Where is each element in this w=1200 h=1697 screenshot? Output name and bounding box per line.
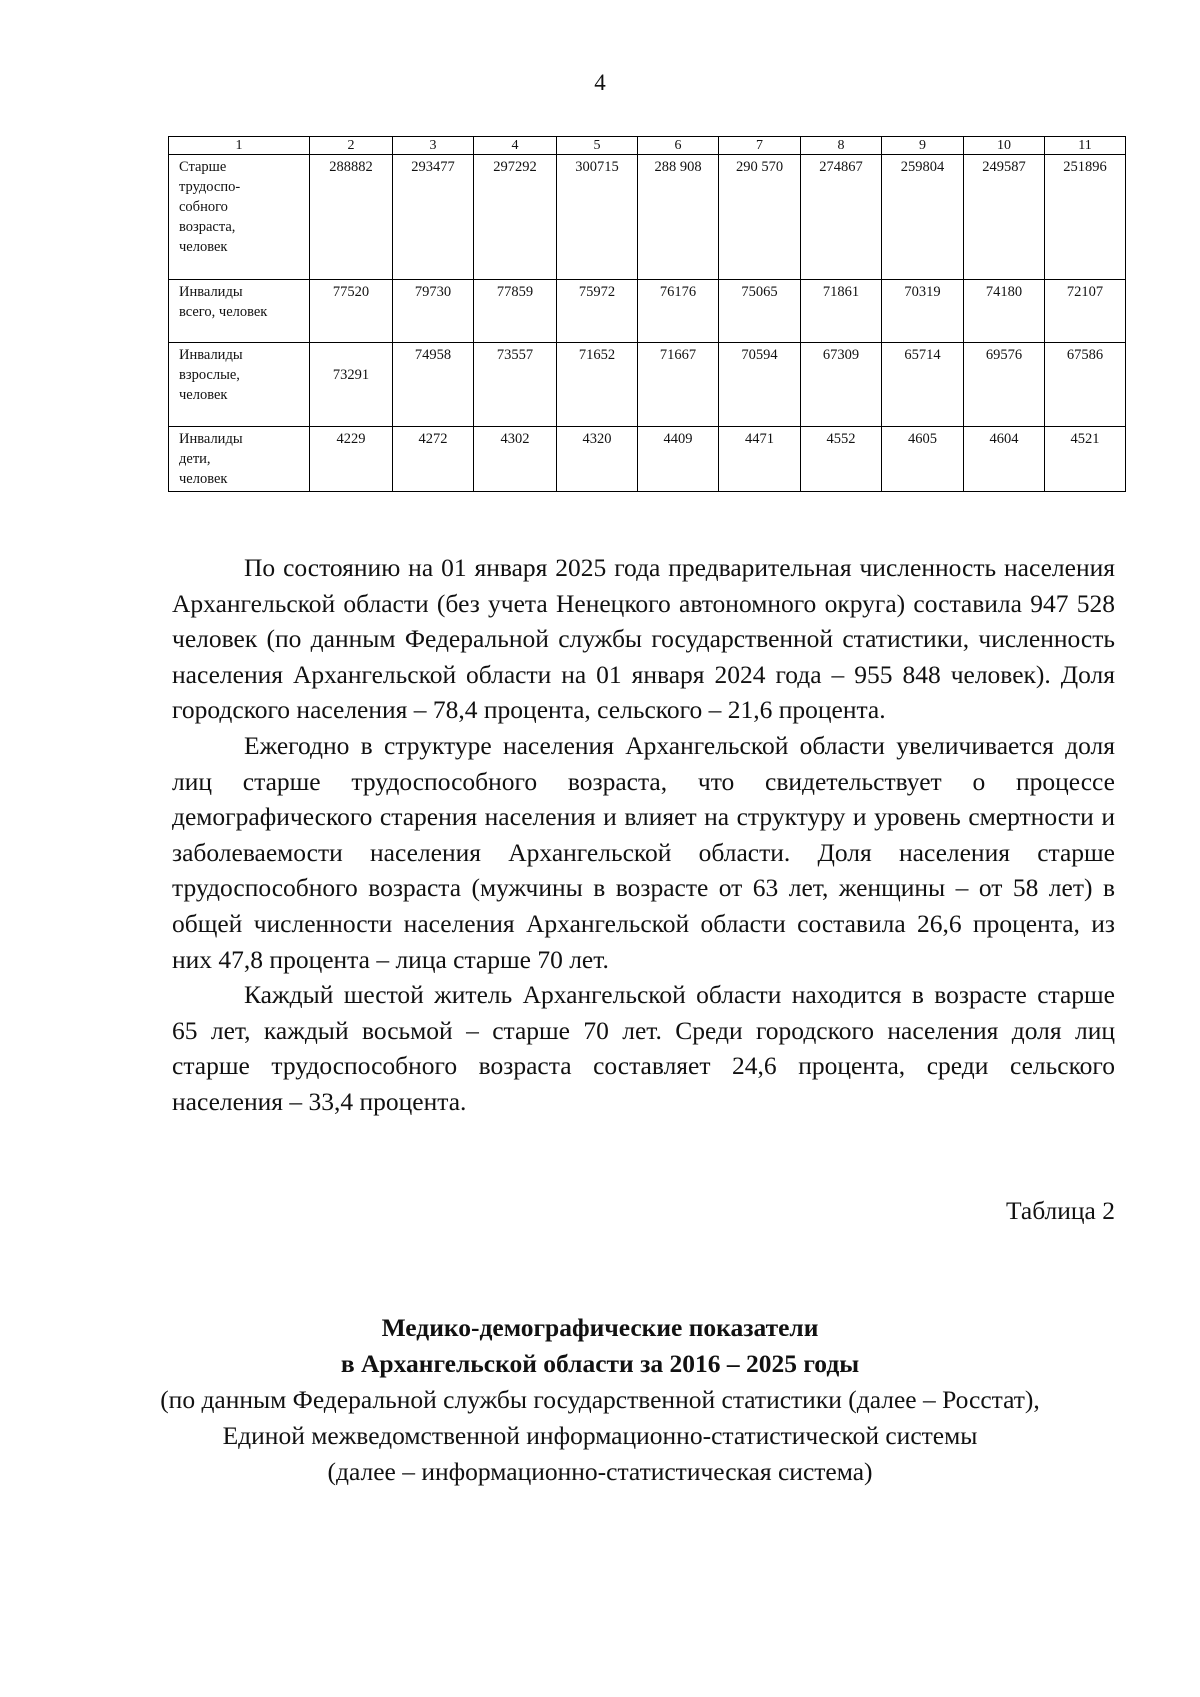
- row-label: [169, 155, 310, 280]
- table-cell: 75972: [557, 280, 638, 343]
- table-cell: 69576: [964, 343, 1045, 427]
- row-label-line: дети,: [179, 451, 211, 467]
- population-table: [168, 136, 1126, 492]
- table-cell: 75065: [719, 280, 801, 343]
- row-label-line: человек: [179, 471, 228, 487]
- table-cell: 4471: [719, 427, 801, 492]
- table-cell: 300715: [557, 155, 638, 280]
- table-row: [169, 155, 1126, 280]
- table-caption: Таблица 2: [1005, 1196, 1115, 1225]
- table-cell: 297292: [474, 155, 557, 280]
- column-number: 2: [310, 137, 393, 155]
- row-label-line: Инвалиды: [179, 284, 243, 300]
- table-row: [169, 280, 1126, 343]
- table-header-row: [169, 137, 1126, 155]
- table-cell: 4605: [882, 427, 964, 492]
- column-number: 8: [801, 137, 882, 155]
- table-cell: 4320: [557, 427, 638, 492]
- row-label-line: Старше: [179, 159, 227, 175]
- table-cell: 67309: [801, 343, 882, 427]
- table-cell: 251896: [1045, 155, 1126, 280]
- row-label: [169, 280, 310, 343]
- column-number: 11: [1045, 137, 1126, 155]
- table-cell: 65714: [882, 343, 964, 427]
- row-label-line: человек: [179, 387, 228, 403]
- table-cell: 70319: [882, 280, 964, 343]
- row-label-line: Инвалиды: [179, 431, 243, 447]
- heading-subtitle-line: Единой межведомственной информационно-статистической системы: [222, 1421, 978, 1450]
- row-label-line: возраста,: [179, 219, 236, 235]
- table-cell: 70594: [719, 343, 801, 427]
- column-number: 6: [638, 137, 719, 155]
- heading-title-line: Медико-демографические показатели: [381, 1313, 819, 1342]
- body-text: [172, 550, 1115, 1120]
- table-cell: 293477: [393, 155, 474, 280]
- column-number: 5: [557, 137, 638, 155]
- table-cell: 4229: [310, 427, 393, 492]
- table-cell: 79730: [393, 280, 474, 343]
- table-cell: 71861: [801, 280, 882, 343]
- heading-title-line: в Архангельской области за 2016 – 2025 годы: [340, 1349, 860, 1378]
- column-number: 1: [169, 137, 310, 155]
- table-cell: 67586: [1045, 343, 1126, 427]
- table-cell: 274867: [801, 155, 882, 280]
- table-cell: 259804: [882, 155, 964, 280]
- row-label-line: трудоспо-: [179, 179, 241, 195]
- table-row: [169, 427, 1126, 492]
- table-cell: 4552: [801, 427, 882, 492]
- table-heading: [0, 1310, 1200, 1490]
- table-cell: 4302: [474, 427, 557, 492]
- paragraph: Каждый шестой житель Архангельской области находится в возрасте старше 65 лет, каждый восьмой – старше 70 лет. Среди городского населения доля лиц старше трудоспособного возраста составляет 24,6 процента, среди сельского населения – 33,4 процента.: [172, 980, 1115, 1116]
- table-cell: 288882: [310, 155, 393, 280]
- heading-subtitle-line: (далее – информационно-статистическая система): [327, 1457, 873, 1486]
- table-cell: 73291: [310, 343, 393, 427]
- column-number: 10: [964, 137, 1045, 155]
- table-cell: 77520: [310, 280, 393, 343]
- row-label-line: собного: [179, 199, 228, 215]
- table-cell: 4521: [1045, 427, 1126, 492]
- table-cell: 71652: [557, 343, 638, 427]
- column-number: 4: [474, 137, 557, 155]
- column-number: 9: [882, 137, 964, 155]
- paragraph: По состоянию на 01 января 2025 года предварительная численность населения Архангельской области (без учета Ненецкого автономного округа) составила 947 528 человек (по данным Федеральной службы государственной статистики, численность населения Архангельской области на 01 января 2024 года – 955 848 человек). Доля городского населения – 78,4 процента, сельского – 21,6 процента.: [172, 553, 1115, 725]
- row-label-line: человек: [179, 239, 228, 255]
- table-cell: 76176: [638, 280, 719, 343]
- row-label-line: взрослые,: [179, 367, 240, 383]
- row-label-line: всего, человек: [179, 304, 268, 320]
- page-number: 4: [594, 70, 606, 95]
- paragraph: Ежегодно в структуре населения Архангельской области увеличивается доля лиц старше трудоспособного возраста, что свидетельствует о процессе демографического старения населения и влияет на структуру и уровень смертности и заболеваемости населения Архангельской области. Доля населения старше трудоспособного возраста (мужчины в возрасте от 63 лет, женщины – от 58 лет) в общей численности населения Архангельской области составила 26,6 процента, из них 47,8 процента – лица старше 70 лет.: [172, 730, 1115, 974]
- table-cell: 4272: [393, 427, 474, 492]
- table-cell: 77859: [474, 280, 557, 343]
- heading-subtitle-line: (по данным Федеральной службы государственной статистики (далее – Росстат),: [160, 1385, 1040, 1414]
- table-cell: 249587: [964, 155, 1045, 280]
- table-cell: 4604: [964, 427, 1045, 492]
- row-label: [169, 343, 310, 427]
- table-cell: 72107: [1045, 280, 1126, 343]
- table-cell: 290 570: [719, 155, 801, 280]
- table-cell: 74958: [393, 343, 474, 427]
- table-row: [169, 343, 1126, 427]
- table-cell: 71667: [638, 343, 719, 427]
- table-cell: 288 908: [638, 155, 719, 280]
- table-cell: 74180: [964, 280, 1045, 343]
- column-number: 7: [719, 137, 801, 155]
- row-label-line: Инвалиды: [179, 347, 243, 363]
- table-cell: 4409: [638, 427, 719, 492]
- column-number: 3: [393, 137, 474, 155]
- table-cell: 73557: [474, 343, 557, 427]
- row-label: [169, 427, 310, 492]
